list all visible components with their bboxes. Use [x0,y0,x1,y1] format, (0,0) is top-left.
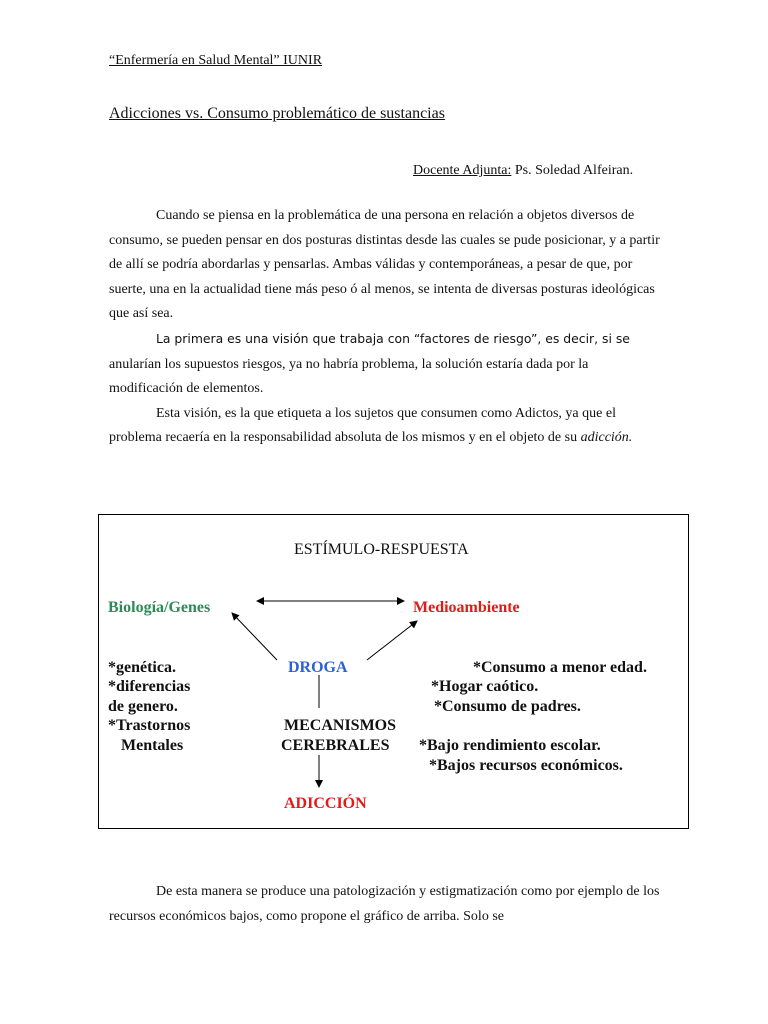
paragraph-3-text: Esta visión, es la que etiqueta a los sujetos que consumen como Adictos, ya que el problema recaería en la responsabilidad absoluta de los mismos y en el objeto de su [109,405,616,446]
left-list-item: *diferencias [108,678,191,695]
right-list-item: *Bajo rendimiento escolar. [419,737,601,754]
node-environment: Medioambiente [413,599,520,616]
paragraph-2-rest: anularían los supuestos riesgos, ya no habría problema, la solución estaría dada por la modificación de elementos. [109,356,589,397]
node-addiction: ADICCIÓN [284,795,367,812]
right-list-item: *Hogar caótico. [431,678,539,695]
right-list-item: *Consumo a menor edad. [473,659,647,676]
body-paragraph-bottom [109,880,665,929]
arrow-drug-biology [232,613,277,660]
diagram-title: ESTÍMULO-RESPUESTA [294,541,469,558]
left-list-item: *genética. [108,659,176,676]
left-list-item: Mentales [121,737,184,754]
arrow-drug-environment [367,621,417,660]
body-paragraphs-top [109,204,665,451]
right-list-item: *Bajos recursos económicos. [429,757,623,774]
docente-line [413,163,633,179]
paragraph-4: De esta manera se produce una patologización y estigmatización como por ejemplo de los recursos económicos bajos, como propone el gráfico de arriba. Solo se [109,884,660,924]
paragraph-2 [109,327,665,402]
document-header: “Enfermería en Salud Mental” IUNIR [109,53,323,68]
node-mechanisms-1: MECANISMOS [284,717,397,734]
paragraph-3-italic: adicción. [580,430,633,446]
node-biology: Biología/Genes [108,599,211,616]
left-list-item: de genero. [108,698,178,715]
node-mechanisms-2: CEREBRALES [281,737,390,754]
docente-label: Docente Adjunta: [413,163,512,178]
paragraph-1: Cuando se piensa en la problemática de una persona en relación a objetos diversos de consumo, se pueden pensar en dos posturas distintas desde las cuales se pude posicionar, y a partir de allí se podría abordarlas y pensarlas. Ambas válidas y contemporáneas, a pesar de que, por suerte, una en la actualidad tiene más peso ó al menos, se intenta de diversas posturas ideológicas que así sea. [109,208,660,322]
right-list-item: *Consumo de padres. [434,698,581,715]
paragraph-2-sans: La primera es una visión que trabaja con “factores de riesgo”, es decir, si se [156,330,630,346]
node-drug: DROGA [288,659,348,676]
stimulus-response-diagram [98,514,689,829]
paragraph-3 [109,402,665,451]
docente-name: Ps. Soledad Alfeiran. [511,163,634,178]
document-title: Adicciones vs. Consumo problemático de sustancias [109,105,445,122]
left-list-item: *Trastornos [108,717,191,734]
